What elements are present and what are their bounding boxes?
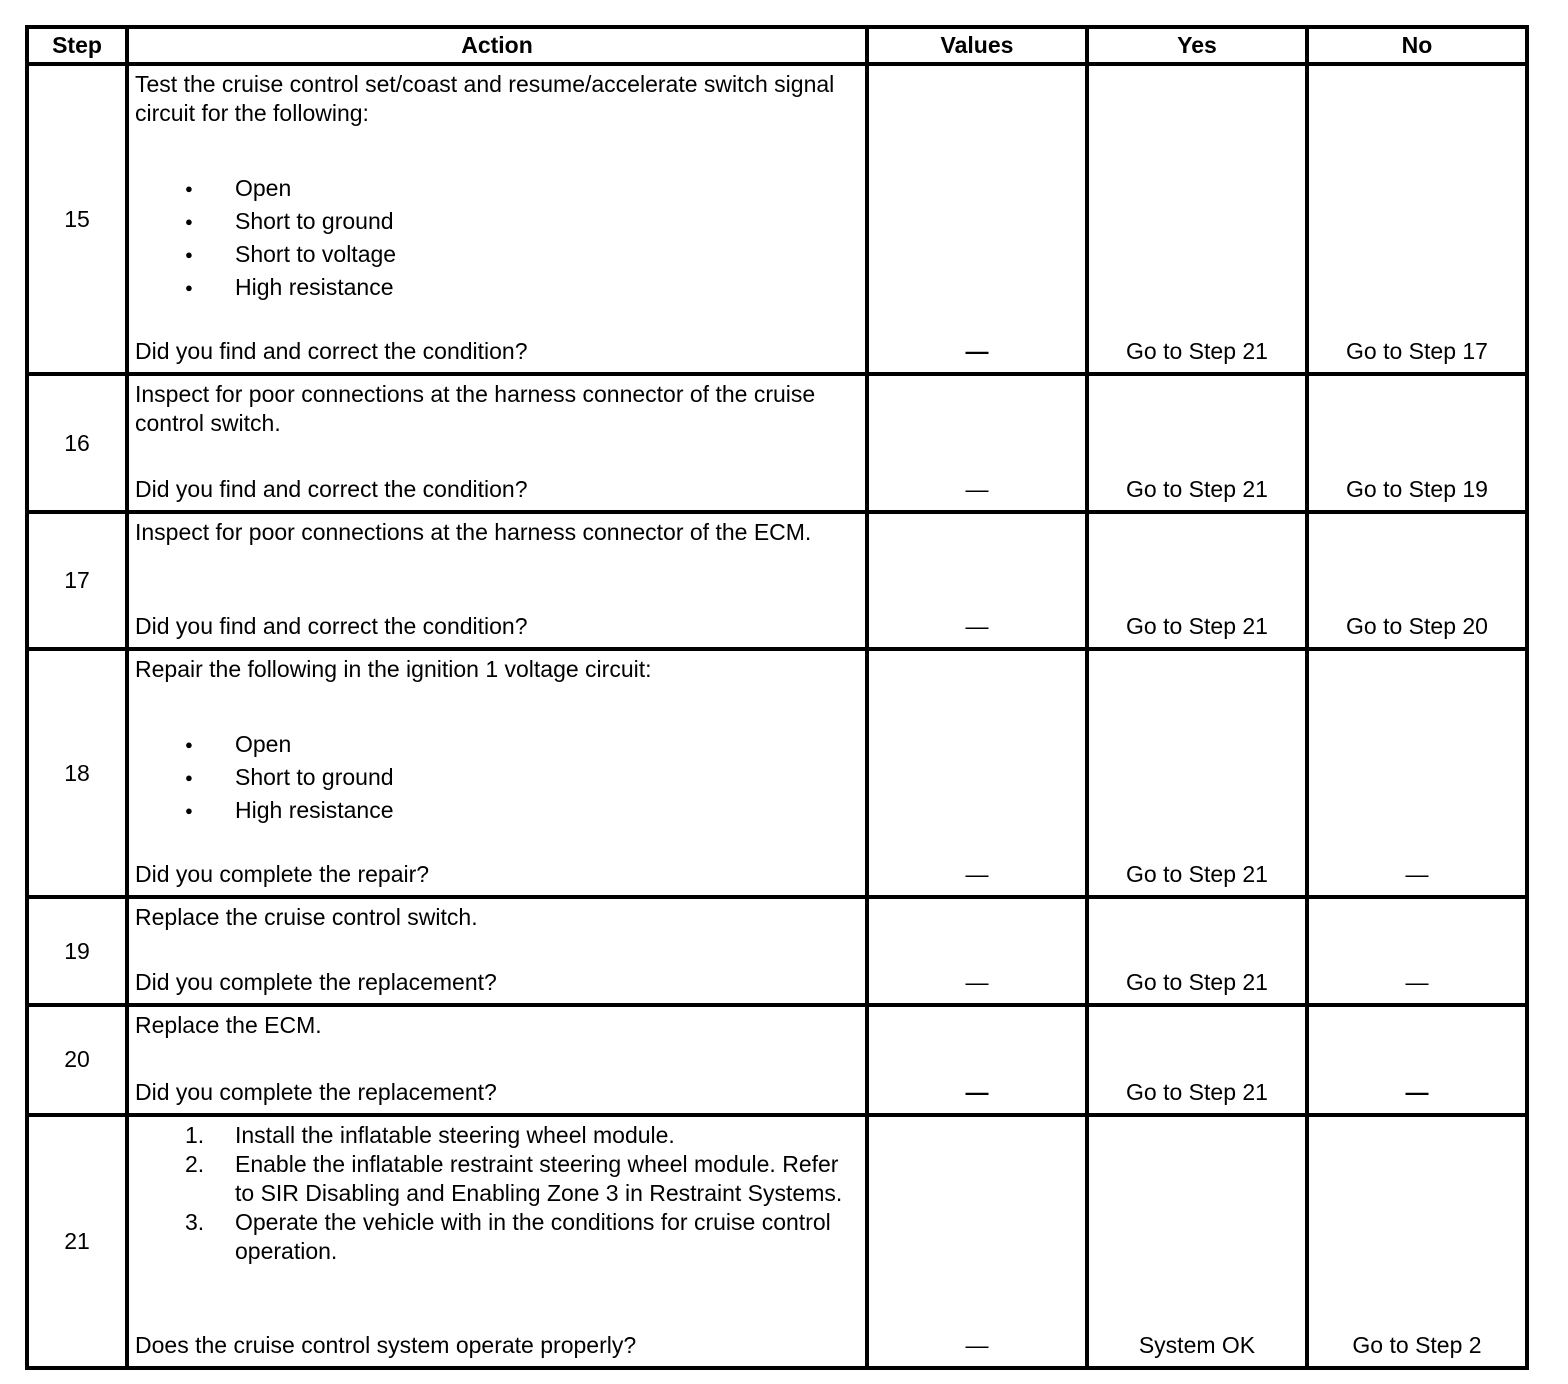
list-text: Operate the vehicle with in the conditions for cruise control operation. [235, 1208, 831, 1264]
action-text: Inspect for poor connections at the harness connector of the cruise control switch. [135, 381, 816, 437]
action-text: Test the cruise control set/coast and resume/accelerate switch signal circuit for the following: [135, 71, 835, 126]
step-number: 17 [27, 512, 127, 649]
list-item: ● High resistance [185, 271, 859, 304]
values-cell: — [867, 1005, 1087, 1114]
header-values: Values [867, 27, 1087, 64]
action-cell [127, 64, 867, 374]
step-number: 19 [27, 897, 127, 1005]
diagnostic-table [25, 25, 1529, 1370]
list-number: 3. [185, 1208, 205, 1235]
table-row [27, 374, 1527, 511]
action-question: Did you find and correct the condition? [135, 338, 528, 365]
step-number: 18 [27, 649, 127, 897]
action-text: Inspect for poor connections at the harness connector of the ECM. [135, 518, 812, 545]
header-yes: Yes [1087, 27, 1307, 64]
action-text: Replace the cruise control switch. [135, 904, 478, 931]
header-action: Action [127, 27, 867, 64]
action-cell [127, 374, 867, 511]
values-cell: — [867, 64, 1087, 374]
step-number: 15 [27, 64, 127, 374]
no-cell: Go to Step 2 [1307, 1115, 1527, 1368]
action-cell [127, 649, 867, 897]
yes-cell: Go to Step 21 [1087, 64, 1307, 374]
yes-cell: System OK [1087, 1115, 1307, 1368]
list-number: 1. [185, 1121, 205, 1148]
step-number: 20 [27, 1005, 127, 1114]
no-cell: Go to Step 17 [1307, 64, 1527, 374]
table-row [27, 1005, 1527, 1114]
procedure-list [135, 1121, 859, 1266]
list-item [185, 1150, 859, 1208]
yes-cell: Go to Step 21 [1087, 649, 1307, 897]
no-cell: Go to Step 20 [1307, 512, 1527, 649]
list-item: ● Short to ground [185, 761, 859, 794]
yes-cell: Go to Step 21 [1087, 1005, 1307, 1114]
no-cell: — [1307, 897, 1527, 1005]
yes-cell: Go to Step 21 [1087, 512, 1307, 649]
table-row [27, 649, 1527, 897]
values-cell: — [867, 1115, 1087, 1368]
values-cell: — [867, 897, 1087, 1005]
no-cell: — [1307, 1005, 1527, 1114]
step-number: 21 [27, 1115, 127, 1368]
values-cell: — [867, 512, 1087, 649]
header-step: Step [27, 27, 127, 64]
no-cell: Go to Step 19 [1307, 374, 1527, 511]
action-cell [127, 897, 867, 1005]
list-text: Enable the inflatable restraint steering wheel module. Refer to SIR Disabling and Enabling Zone 3 in Restraint Systems. [235, 1150, 843, 1206]
action-cell [127, 1115, 867, 1368]
table-row [27, 512, 1527, 649]
header-no: No [1307, 27, 1527, 64]
condition-list [135, 172, 859, 304]
action-question: Did you find and correct the condition? [135, 612, 528, 639]
list-text: Install the inflatable steering wheel module. [235, 1121, 675, 1148]
action-question: Does the cruise control system operate properly? [135, 1332, 637, 1358]
table-row [27, 64, 1527, 374]
action-question: Did you complete the replacement? [135, 969, 497, 996]
values-cell: — [867, 649, 1087, 897]
action-text: Replace the ECM. [135, 1012, 322, 1039]
action-question: Did you complete the replacement? [135, 1078, 497, 1105]
action-text: Repair the following in the ignition 1 voltage circuit: [135, 655, 652, 682]
list-item: ● Open [185, 172, 859, 205]
action-cell [127, 512, 867, 649]
condition-list [135, 728, 859, 827]
no-cell: — [1307, 649, 1527, 897]
list-number: 2. [185, 1150, 205, 1177]
list-item [185, 1121, 859, 1150]
list-item [185, 1208, 859, 1266]
action-question: Did you find and correct the condition? [135, 475, 528, 502]
header-row [27, 27, 1527, 64]
yes-cell: Go to Step 21 [1087, 897, 1307, 1005]
values-cell: — [867, 374, 1087, 511]
table-row [27, 897, 1527, 1005]
yes-cell: Go to Step 21 [1087, 374, 1307, 511]
table-row [27, 1115, 1527, 1368]
action-question: Did you complete the repair? [135, 861, 430, 888]
list-item: ● Open [185, 728, 859, 761]
list-item: ● Short to ground [185, 205, 859, 238]
step-number: 16 [27, 374, 127, 511]
list-item: ● Short to voltage [185, 238, 859, 271]
list-item: ● High resistance [185, 794, 859, 827]
action-cell [127, 1005, 867, 1114]
